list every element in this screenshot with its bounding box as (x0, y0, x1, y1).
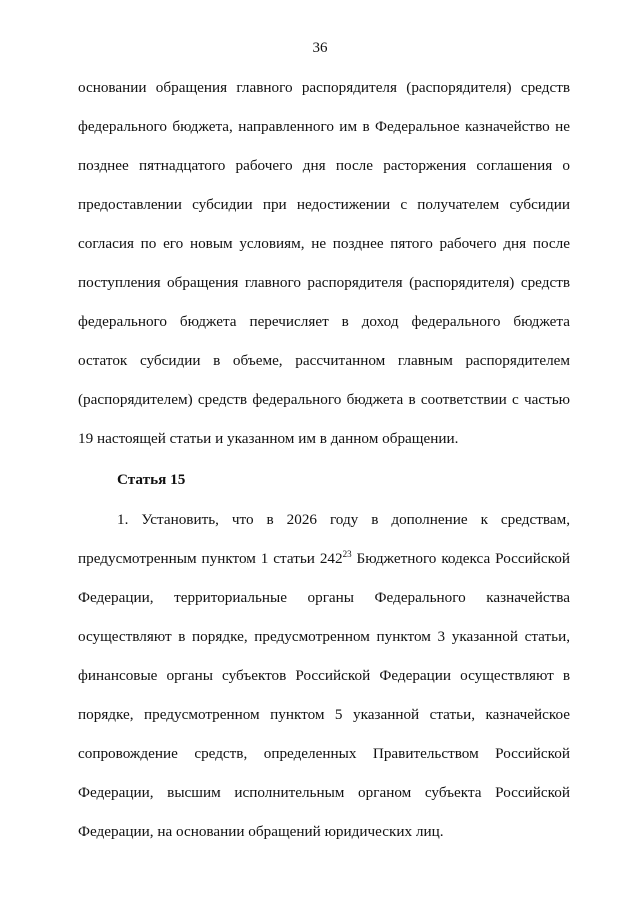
text-segment: Бюджетного кодекса Российской (351, 550, 570, 567)
paragraph-line: 1. Установить, что в 2026 году в дополнение к средствам, (117, 511, 570, 528)
paragraph-line: Федерации, на основании обращений юридических лиц. (78, 823, 444, 840)
paragraph-line: позднее пятнадцатого рабочего дня после расторжения соглашения о (78, 157, 570, 174)
paragraph-line: осуществляют в порядке, предусмотренном пунктом 3 указанной статьи, (78, 628, 570, 645)
paragraph-line: сопровождение средств, определенных Правительством Российской (78, 745, 570, 762)
paragraph-line: Федерации, территориальные органы Федерального казначейства (78, 589, 570, 606)
article-heading: Статья 15 (117, 471, 186, 488)
superscript: 23 (342, 548, 352, 559)
paragraph-line: федерального бюджета перечисляет в доход федерального бюджета (78, 313, 570, 330)
paragraph-line: остаток субсидии в объеме, рассчитанном главным распорядителем (78, 352, 570, 369)
paragraph-line: основании обращения главного распорядителя (распорядителя) средств (78, 79, 570, 96)
paragraph-line: поступления обращения главного распорядителя (распорядителя) средств (78, 274, 570, 291)
paragraph-line: Федерации, высшим исполнительным органом субъекта Российской (78, 784, 570, 801)
paragraph-line (78, 549, 570, 569)
paragraph-line: федерального бюджета, направленного им в Федеральное казначейство не (78, 118, 570, 135)
paragraph-line: 19 настоящей статьи и указанном им в данном обращении. (78, 430, 459, 447)
paragraph-line: финансовые органы субъектов Российской Федерации осуществляют в (78, 667, 570, 684)
paragraph-line: согласия по его новым условиям, не позднее пятого рабочего дня после (78, 235, 570, 252)
text-segment: предусмотренным пунктом 1 статьи 242 (78, 550, 343, 567)
paragraph-line: (распорядителем) средств федерального бюджета в соответствии с частью (78, 391, 570, 408)
page-number: 36 (312, 40, 328, 56)
paragraph-line: предоставлении субсидии при недостижении с получателем субсидии (78, 196, 570, 213)
paragraph-line: порядке, предусмотренном пунктом 5 указанной статьи, казначейское (78, 706, 570, 723)
